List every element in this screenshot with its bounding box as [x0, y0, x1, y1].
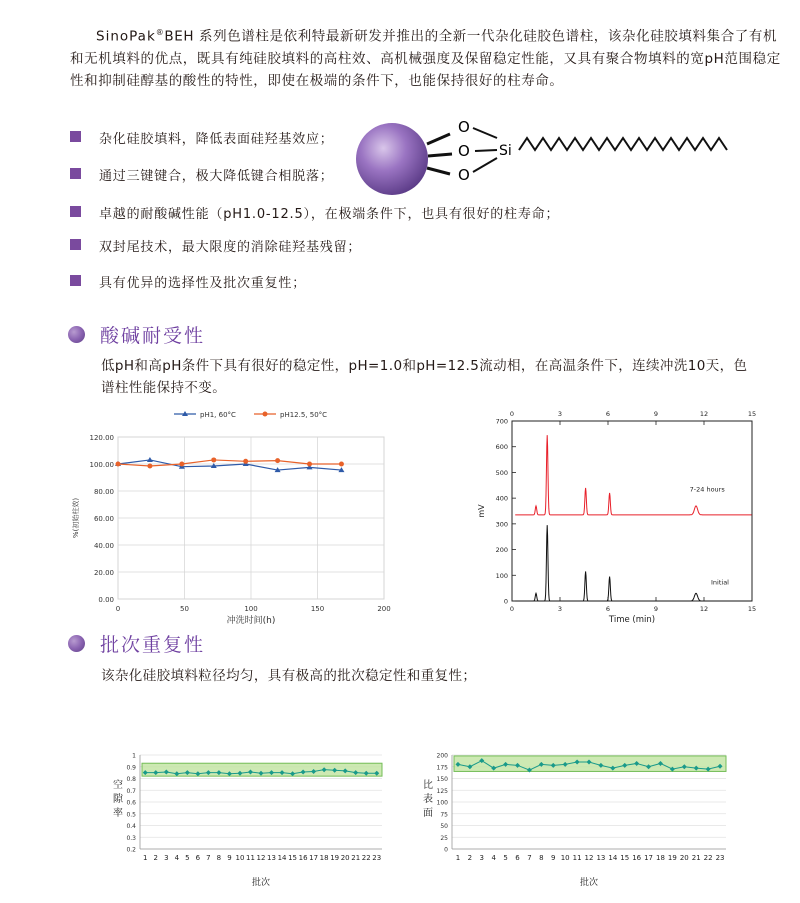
- intro-paragraph: [70, 22, 782, 92]
- y-axis-label: mV: [477, 504, 486, 518]
- y-tick-label: 500: [495, 468, 508, 477]
- x-tick-label: 8: [216, 854, 222, 862]
- x-tick-label: 13: [267, 854, 276, 862]
- oxygen-label: O: [458, 118, 470, 136]
- x-tick-label-top: 9: [653, 410, 659, 418]
- x-tick-label-top: 0: [509, 410, 515, 418]
- x-tick-label: 2: [153, 854, 159, 862]
- x-tick-label: 13: [596, 854, 606, 862]
- section-text: 该杂化硅胶填料粒径均匀，具有极高的批次稳定性和重复性；: [101, 668, 477, 684]
- oxygen-label: O: [458, 166, 470, 184]
- square-bullet-icon: [70, 239, 81, 250]
- y-axis-label: 比表面: [423, 780, 433, 819]
- y-tick-label: 20.00: [93, 569, 114, 577]
- chromatogram-trace: [515, 525, 751, 601]
- y-axis-label: 空隙率: [113, 780, 123, 819]
- x-tick-label: 150: [310, 605, 325, 613]
- surface-area-batch-chart: [410, 745, 740, 895]
- x-tick-label: 200: [377, 605, 391, 613]
- y-tick-label: 700: [495, 417, 508, 426]
- y-tick-label: 0.00: [98, 596, 114, 604]
- x-tick-label: 19: [667, 854, 677, 862]
- y-tick-label: 1: [132, 752, 136, 760]
- porosity-batch-chart: [100, 745, 390, 895]
- x-tick-label: 3: [479, 854, 485, 862]
- x-tick-label: 50: [180, 605, 189, 613]
- y-tick-label: 50: [440, 823, 448, 830]
- x-tick-label: 12: [256, 854, 266, 862]
- section-dot-icon: [68, 635, 85, 652]
- x-tick-label: 23: [715, 854, 725, 862]
- data-point: [147, 457, 153, 462]
- y-tick-label: 0.5: [126, 811, 136, 819]
- y-tick-label: 100.00: [89, 461, 114, 469]
- legend-label: pH1, 60°C: [200, 411, 236, 419]
- oxygen-label: O: [458, 142, 470, 160]
- x-tick-label: 16: [632, 854, 642, 862]
- section-dot-icon: [68, 326, 85, 343]
- x-tick-label-top: 3: [557, 410, 563, 418]
- data-point: [211, 457, 216, 462]
- y-tick-label: 0: [503, 597, 508, 606]
- x-tick-label: 22: [703, 854, 713, 862]
- silica-sphere-icon: [356, 123, 428, 195]
- data-point: [339, 462, 344, 467]
- y-tick-label: 300: [495, 520, 508, 529]
- y-tick-label: 0.8: [126, 776, 136, 783]
- y-tick-label: 0: [444, 846, 448, 854]
- y-tick-label: 0.7: [126, 787, 136, 795]
- efficiency-vs-time-chart: [66, 405, 396, 627]
- x-tick-label: 1: [143, 854, 148, 862]
- data-point: [243, 459, 248, 464]
- y-tick-label: 125: [436, 787, 448, 795]
- feature-text: 卓越的耐酸碱性能（pH1.0-12.5），在极端条件下，也具有很好的柱寿命；: [99, 207, 560, 222]
- x-tick-label: 14: [277, 854, 287, 862]
- trace-label: Initial: [711, 578, 729, 587]
- x-tick-label: 9: [227, 854, 232, 862]
- y-tick-label: 175: [436, 764, 448, 772]
- x-tick-label: 4: [174, 854, 180, 862]
- x-tick-label: 15: [620, 854, 630, 862]
- x-tick-label: 12: [699, 605, 709, 613]
- x-tick-label: 15: [747, 605, 757, 613]
- y-tick-label: 75: [440, 811, 448, 819]
- y-tick-label: 200: [436, 752, 448, 760]
- x-tick-label: 0: [115, 605, 121, 613]
- chromatogram-trace: [515, 435, 751, 515]
- x-tick-label: 1: [455, 854, 461, 862]
- feature-text: 杂化硅胶填料，降低表面硅羟基效应；: [99, 132, 334, 147]
- y-tick-label: 0.3: [126, 834, 136, 842]
- feature-text: 具有优异的选择性及批次重复性；: [99, 276, 307, 291]
- x-tick-label: 6: [605, 605, 611, 613]
- x-tick-label-top: 12: [699, 410, 709, 418]
- y-tick-label: 100: [436, 799, 448, 807]
- square-bullet-icon: [70, 168, 81, 179]
- x-tick-label: 4: [491, 854, 496, 862]
- trace-label: 7-24 hours: [689, 485, 725, 494]
- x-tick-label-top: 15: [747, 410, 757, 418]
- x-axis-label: 批次: [579, 878, 599, 888]
- y-tick-label: 40.00: [93, 542, 114, 550]
- x-axis-label: 批次: [251, 878, 271, 888]
- x-tick-label: 17: [309, 854, 319, 862]
- x-tick-label: 20: [340, 854, 350, 862]
- legend-marker: [263, 412, 268, 417]
- x-tick-label: 21: [351, 854, 361, 862]
- y-tick-label: 150: [436, 776, 448, 783]
- chromatogram-chart: [470, 403, 770, 625]
- x-tick-label: 11: [246, 854, 255, 862]
- x-tick-label: 12: [584, 854, 594, 862]
- y-tick-label: 200: [495, 546, 508, 555]
- y-tick-label: 25: [440, 834, 448, 842]
- y-tick-label: 60.00: [93, 515, 114, 523]
- data-point: [147, 464, 152, 469]
- y-tick-label: 600: [495, 443, 508, 452]
- x-tick-label: 5: [185, 854, 190, 862]
- x-tick-label: 100: [244, 605, 258, 613]
- x-tick-label: 6: [515, 854, 520, 862]
- x-tick-label: 7: [206, 854, 211, 862]
- x-tick-label: 5: [503, 854, 508, 862]
- x-axis-label: Time (min): [608, 615, 656, 625]
- x-tick-label: 8: [539, 854, 544, 862]
- x-tick-label: 19: [330, 854, 340, 862]
- legend-label: pH12.5, 50°C: [280, 411, 328, 419]
- x-tick-label: 3: [557, 605, 563, 613]
- x-tick-label: 20: [679, 854, 689, 862]
- hybrid-silica-molecule-diagram: [355, 112, 735, 212]
- x-tick-label: 22: [361, 854, 371, 862]
- x-tick-label: 15: [288, 854, 298, 862]
- x-tick-label: 21: [691, 854, 701, 862]
- x-tick-label: 18: [319, 854, 329, 862]
- y-tick-label: 0.2: [126, 846, 136, 854]
- x-tick-label: 10: [235, 854, 245, 862]
- y-tick-label: 80.00: [93, 488, 114, 496]
- feature-text: 通过三键键合，极大降低键合相脱落；: [99, 169, 334, 184]
- square-bullet-icon: [70, 131, 81, 142]
- y-tick-label: 0.9: [126, 764, 136, 772]
- x-tick-label: 14: [608, 854, 618, 862]
- x-tick-label-top: 6: [605, 410, 611, 418]
- section-title: 批次重复性: [100, 634, 206, 656]
- square-bullet-icon: [70, 275, 81, 286]
- x-tick-label: 16: [298, 854, 308, 862]
- alkyl-chain: [519, 138, 727, 150]
- x-tick-label: 10: [560, 854, 570, 862]
- x-tick-label: 0: [509, 605, 515, 613]
- x-tick-label: 9: [551, 854, 556, 862]
- x-tick-label: 17: [644, 854, 654, 862]
- y-tick-label: 0.4: [126, 823, 136, 830]
- x-tick-label: 23: [372, 854, 382, 862]
- data-point: [179, 462, 184, 467]
- x-tick-label: 3: [164, 854, 169, 862]
- x-tick-label: 7: [527, 854, 532, 862]
- data-point: [275, 458, 280, 463]
- x-tick-label: 11: [572, 854, 582, 862]
- section-text: 低pH和高pH条件下具有很好的稳定性，pH=1.0和pH=12.5流动相，在高温条件下，连续冲洗10天，色谱柱性能保持不变。: [101, 358, 748, 396]
- data-point: [116, 462, 121, 467]
- brand-name: SinoPak: [96, 28, 156, 45]
- x-tick-label: 18: [656, 854, 665, 862]
- silicon-label: Si: [499, 143, 512, 159]
- intro-text: BEH 系列色谱柱是依利特最新研发并推出的全新一代杂化硅胶色谱柱，该杂化硅胶填料集合了有机和无机填料的优点，既具有纯硅胶填料的高柱效、高机械强度及保留稳定性能，又具有聚合物填料的宽pH范围稳定性和抑制硅醇基的酸性的特性，即使在极端的条件下，也能保持很好的柱寿命。: [70, 28, 781, 89]
- section-title: 酸碱耐受性: [100, 325, 206, 347]
- square-bullet-icon: [70, 206, 81, 217]
- registered-mark: ®: [155, 28, 165, 37]
- feature-text: 双封尾技术，最大限度的消除硅羟基残留；: [99, 240, 362, 255]
- y-axis-label: %(初始柱效): [72, 497, 80, 539]
- y-tick-label: 0.6: [126, 799, 136, 807]
- x-tick-label: 9: [653, 605, 659, 613]
- x-axis-label: 冲洗时间(h): [226, 616, 276, 626]
- y-tick-label: 100: [495, 571, 508, 580]
- y-tick-label: 120.00: [89, 434, 114, 442]
- y-tick-label: 400: [495, 494, 508, 503]
- data-point: [307, 462, 312, 467]
- x-tick-label: 6: [195, 854, 201, 862]
- x-tick-label: 2: [467, 854, 473, 862]
